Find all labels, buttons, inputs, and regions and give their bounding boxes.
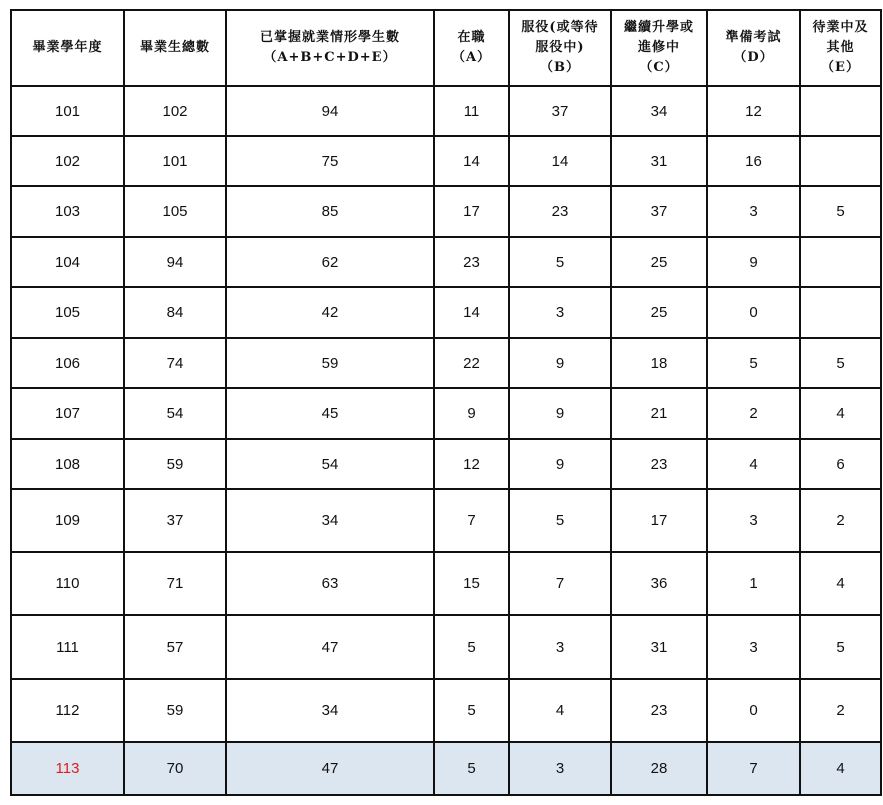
- cell-military: 9: [509, 388, 611, 439]
- cell-other: 5: [800, 615, 881, 679]
- cell-tracked: 34: [226, 679, 434, 742]
- cell-employed: 15: [434, 552, 509, 615]
- cell-year: 105: [11, 287, 124, 338]
- cell-total: 70: [124, 742, 226, 795]
- cell-total: 57: [124, 615, 226, 679]
- cell-study: 23: [611, 439, 707, 489]
- cell-employed: 5: [434, 615, 509, 679]
- table-row: [11, 237, 881, 287]
- cell-military: 3: [509, 287, 611, 338]
- cell-year: 103: [11, 186, 124, 237]
- cell-tracked: 62: [226, 237, 434, 287]
- header-row: [11, 10, 881, 86]
- cell-year: 112: [11, 679, 124, 742]
- cell-exam: 2: [707, 388, 800, 439]
- cell-employed: 12: [434, 439, 509, 489]
- cell-tracked: 63: [226, 552, 434, 615]
- cell-total: 59: [124, 679, 226, 742]
- cell-military: 3: [509, 615, 611, 679]
- cell-study: 31: [611, 136, 707, 186]
- cell-study: 18: [611, 338, 707, 388]
- header-graduation-year: 畢業學年度: [11, 10, 124, 86]
- cell-military: 9: [509, 439, 611, 489]
- cell-other: 4: [800, 552, 881, 615]
- cell-tracked: 42: [226, 287, 434, 338]
- cell-employed: 9: [434, 388, 509, 439]
- cell-employed: 22: [434, 338, 509, 388]
- cell-total: 101: [124, 136, 226, 186]
- cell-year: 102: [11, 136, 124, 186]
- table-row: [11, 287, 881, 338]
- cell-year: 108: [11, 439, 124, 489]
- cell-tracked: 94: [226, 86, 434, 136]
- cell-total: 59: [124, 439, 226, 489]
- header-further-study: 繼續升學或 進修中 （C）: [611, 10, 707, 86]
- cell-tracked: 47: [226, 742, 434, 795]
- employment-status-table: [10, 9, 882, 796]
- cell-exam: 3: [707, 186, 800, 237]
- cell-other: [800, 86, 881, 136]
- cell-study: 37: [611, 186, 707, 237]
- cell-study: 17: [611, 489, 707, 552]
- cell-employed: 23: [434, 237, 509, 287]
- cell-total: 37: [124, 489, 226, 552]
- cell-employed: 14: [434, 136, 509, 186]
- cell-tracked: 85: [226, 186, 434, 237]
- cell-total: 84: [124, 287, 226, 338]
- cell-employed: 11: [434, 86, 509, 136]
- cell-study: 23: [611, 679, 707, 742]
- cell-other: 5: [800, 186, 881, 237]
- cell-other: 5: [800, 338, 881, 388]
- table-row: [11, 136, 881, 186]
- cell-year: 111: [11, 615, 124, 679]
- cell-military: 9: [509, 338, 611, 388]
- cell-year: 106: [11, 338, 124, 388]
- table-row: [11, 338, 881, 388]
- cell-other: 4: [800, 388, 881, 439]
- cell-total: 94: [124, 237, 226, 287]
- cell-tracked: 47: [226, 615, 434, 679]
- cell-exam: 9: [707, 237, 800, 287]
- cell-exam: 7: [707, 742, 800, 795]
- header-total-graduates: 畢業生總數: [124, 10, 226, 86]
- cell-year: 104: [11, 237, 124, 287]
- table-row: [11, 86, 881, 136]
- header-exam-prep: 準備考試 （D）: [707, 10, 800, 86]
- cell-total: 54: [124, 388, 226, 439]
- cell-study: 34: [611, 86, 707, 136]
- cell-other: [800, 237, 881, 287]
- table-row: [11, 552, 881, 615]
- cell-exam: 3: [707, 489, 800, 552]
- cell-other: 6: [800, 439, 881, 489]
- cell-exam: 4: [707, 439, 800, 489]
- table-row: [11, 679, 881, 742]
- cell-exam: 5: [707, 338, 800, 388]
- table-row: [11, 186, 881, 237]
- cell-employed: 17: [434, 186, 509, 237]
- cell-other: [800, 287, 881, 338]
- cell-year: 107: [11, 388, 124, 439]
- cell-total: 71: [124, 552, 226, 615]
- cell-military: 4: [509, 679, 611, 742]
- cell-employed: 14: [434, 287, 509, 338]
- table-body: [11, 86, 881, 795]
- cell-study: 21: [611, 388, 707, 439]
- cell-military: 7: [509, 552, 611, 615]
- header-military-service: 服役(或等待 服役中) （B）: [509, 10, 611, 86]
- cell-military: 5: [509, 237, 611, 287]
- header-unemployed-other: 待業中及 其他 （E）: [800, 10, 881, 86]
- cell-exam: 0: [707, 679, 800, 742]
- cell-military: 23: [509, 186, 611, 237]
- cell-study: 31: [611, 615, 707, 679]
- cell-employed: 5: [434, 742, 509, 795]
- cell-exam: 16: [707, 136, 800, 186]
- cell-year: 101: [11, 86, 124, 136]
- cell-study: 25: [611, 237, 707, 287]
- cell-exam: 1: [707, 552, 800, 615]
- cell-tracked: 54: [226, 439, 434, 489]
- table-row: [11, 489, 881, 552]
- cell-study: 36: [611, 552, 707, 615]
- cell-exam: 3: [707, 615, 800, 679]
- cell-employed: 5: [434, 679, 509, 742]
- table-row: [11, 439, 881, 489]
- cell-total: 102: [124, 86, 226, 136]
- cell-tracked: 59: [226, 338, 434, 388]
- header-employed: 在職 （A）: [434, 10, 509, 86]
- cell-military: 37: [509, 86, 611, 136]
- cell-employed: 7: [434, 489, 509, 552]
- cell-other: [800, 136, 881, 186]
- cell-military: 3: [509, 742, 611, 795]
- cell-year: 110: [11, 552, 124, 615]
- cell-exam: 0: [707, 287, 800, 338]
- cell-tracked: 45: [226, 388, 434, 439]
- table-row: [11, 742, 881, 795]
- cell-tracked: 75: [226, 136, 434, 186]
- table-row: [11, 615, 881, 679]
- cell-exam: 12: [707, 86, 800, 136]
- cell-study: 28: [611, 742, 707, 795]
- cell-tracked: 34: [226, 489, 434, 552]
- header-tracked-students: 已掌握就業情形學生數 （A+B+C+D+E）: [226, 10, 434, 86]
- cell-other: 4: [800, 742, 881, 795]
- cell-year: 113: [11, 742, 124, 795]
- cell-year: 109: [11, 489, 124, 552]
- cell-total: 105: [124, 186, 226, 237]
- cell-military: 5: [509, 489, 611, 552]
- cell-study: 25: [611, 287, 707, 338]
- cell-other: 2: [800, 489, 881, 552]
- cell-other: 2: [800, 679, 881, 742]
- cell-military: 14: [509, 136, 611, 186]
- table-row: [11, 388, 881, 439]
- cell-total: 74: [124, 338, 226, 388]
